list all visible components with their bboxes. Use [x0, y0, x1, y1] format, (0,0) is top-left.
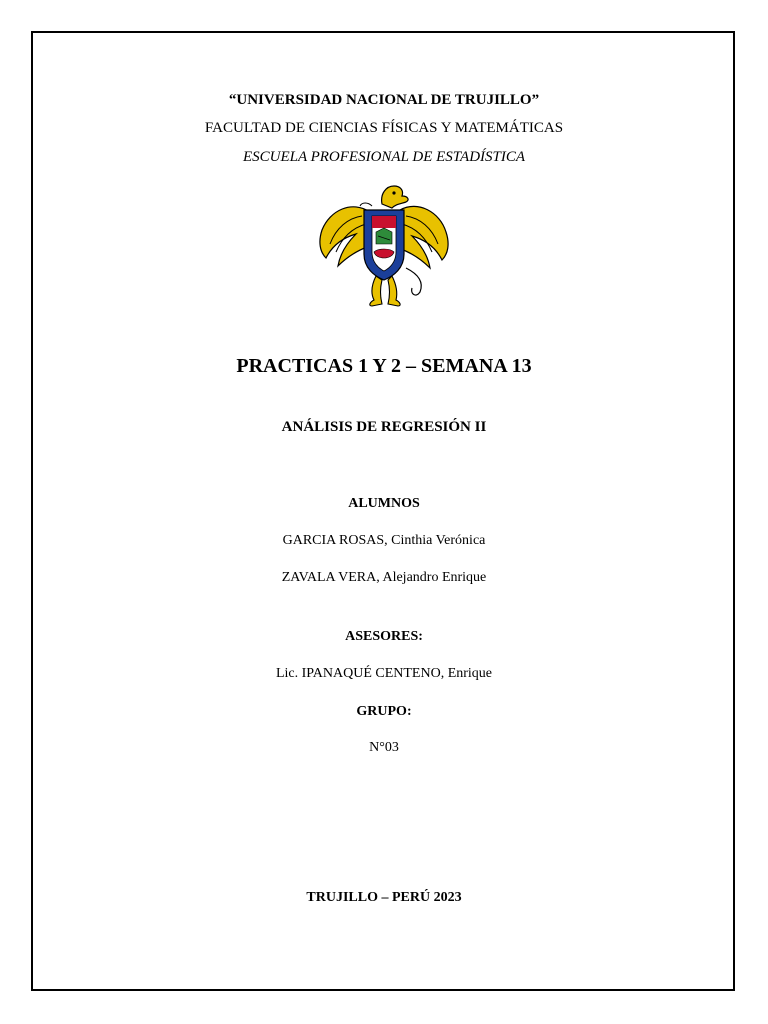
university-name: “UNIVERSIDAD NACIONAL DE TRUJILLO”: [228, 92, 540, 108]
advisor-name: Lic. IPANAQUÉ CENTENO, Enrique: [275, 666, 493, 681]
school-name: ESCUELA PROFESIONAL DE ESTADÍSTICA: [242, 149, 526, 165]
students-heading: ALUMNOS: [348, 496, 420, 511]
student-name: GARCIA ROSAS, Cinthia Verónica: [282, 533, 486, 548]
crest-right-wing: [398, 206, 448, 268]
crest-head: [360, 186, 408, 208]
group-heading: GRUPO:: [356, 704, 412, 719]
document-subtitle: ANÁLISIS DE REGRESIÓN II: [281, 419, 487, 435]
advisors-heading: ASESORES:: [345, 629, 423, 644]
group-number: N°03: [369, 740, 399, 755]
place-date: TRUJILLO – PERÚ 2023: [306, 890, 462, 905]
crest-left-wing: [320, 207, 370, 266]
page-border: [31, 31, 735, 991]
document-title: PRACTICAS 1 Y 2 – SEMANA 13: [236, 355, 532, 377]
crest-shield: [364, 210, 404, 280]
student-name: ZAVALA VERA, Alejandro Enrique: [281, 570, 487, 585]
university-crest-icon: [312, 182, 456, 310]
faculty-name: FACULTAD DE CIENCIAS FÍSICAS Y MATEMÁTICAS: [204, 120, 564, 136]
